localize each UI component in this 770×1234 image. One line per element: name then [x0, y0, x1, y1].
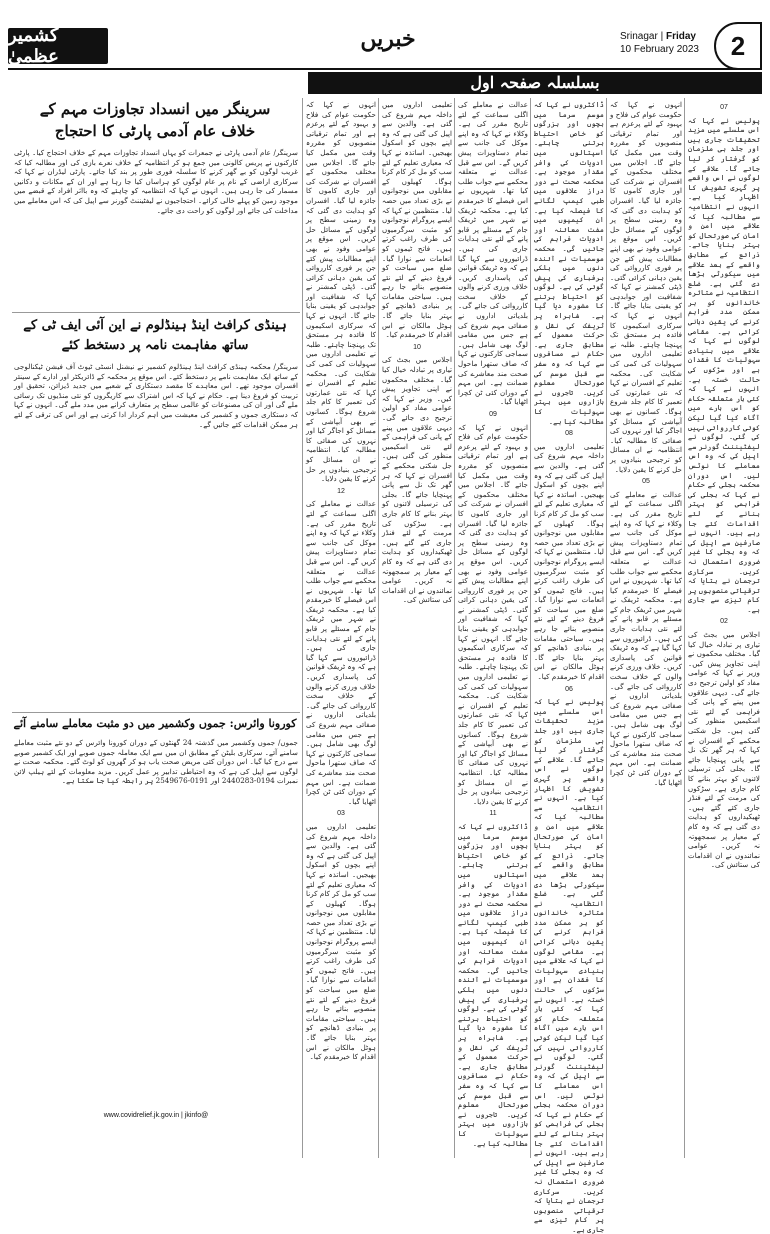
covid-links: www.covidrelief.jk.gov.in | jkinfo@	[103, 1112, 209, 1119]
newspaper-logo: کشمیر عظمیٰ	[8, 28, 108, 64]
item-number: 12	[337, 487, 345, 495]
column-text: تعلیمی اداروں میں داخلہ مہم شروع کی گئی ہے۔ والدین سے اپیل کی گئی ہے کہ وہ اپنے بچوں کو اسکول بھیجیں۔ اساتذہ نے کہا کہ معیاری تعلیم کے لئے سب کو مل کر کام کرنا ہوگا۔ کھیلوں کے مقابلوں میں نوجوانوں نے بڑی تعداد میں حصہ لیا۔ منتظمین نے کہا کہ ایسے پروگرام نوجوانوں کو مثبت سرگرمیوں کی طرف راغب کرتے ہیں۔ فاتح ٹیموں کو انعامات سے نوازا گیا۔ ضلع میں سیاحت کو فروغ دینے کے لئے نئے منصوبے بنائے جا رہے ہیں۔ سیاحتی مقامات پر بنیادی ڈھانچے کو بہتر بنایا جائے گا۔ ہوٹل مالکان نے اس اقدام کا خیرمقدم کیا۔	[534, 441, 604, 682]
date: 10 February 2023	[620, 44, 699, 55]
item-number: 07	[720, 104, 728, 111]
column-text: پولیس نے کہا کہ اس سلسلے میں مزید تحقیقات جاری ہیں اور جلد ہی ملزمان کو گرفتار کر لیا جائے گا۔ علاقے کے لوگوں نے اس واقعے پر گہری تشویش کا اظہار کیا ہے۔ انہوں نے انتظامیہ سے مطالبہ کیا کہ علاقے میں امن و امان کی صورتحال کو بہتر بنایا جائے۔ ذرائع کے مطابق واقعے کے بعد علاقے میں سیکورٹی بڑھا دی گئی ہے۔ ضلع انتظامیہ نے متاثرہ خاندانوں کو ہر ممکن مدد فراہم کرنے کی یقین دہانی کرائی ہے۔ مقامی لوگوں نے کہا کہ علاقے میں بنیادی سہولیات کا فقدان ہے اور سڑکوں کی حالت خستہ ہے۔ انہوں نے کہا کہ کئی بار متعلقہ حکام کو اس بارے میں آگاہ کیا گیا لیکن کوئی کارروائی نہیں کی گئی۔ لوگوں نے لیفٹیننٹ گورنر سے اپیل کی کہ وہ اس معاملے کا نوٹس لیں۔ اس دوران محکمہ بجلی کے حکام نے کہا کہ بجلی کی فراہمی کو بہتر بنانے کے لئے اقدامات کئے جا رہے ہیں۔ انہوں نے صارفین سے اپیل کی کہ وہ بجلی کا غیر ضروری استعمال نہ کریں۔ سرکاری ترجمان نے بتایا کہ ترقیاتی منصوبوں پر کام تیزی سے جاری ہے۔	[688, 115, 760, 614]
column-text: عدالت نے معاملے کی اگلی سماعت کے لئے تاریخ مقرر کی ہے۔ وکلاء نے کہا کہ وہ اپنے موکل کی جانب سے تمام دستاویزات پیش کریں گے۔ اس سے قبل عدالت نے متعلقہ محکمے سے جواب طلب کیا تھا۔ شہریوں نے اس فیصلے کا خیرمقدم کیا ہے۔ محکمہ ٹریفک نے شہر میں ٹریفک جام کے مسئلے پر قابو پانے کے لئے نئی ہدایات جاری کی ہیں۔ ڈرائیوروں سے کہا گیا ہے کہ وہ ٹریفک قوانین کی پاسداری کریں۔ خلاف ورزی کرنے والوں کے خلاف سخت کارروائی کی جائے گی۔ بلدیاتی اداروں نے صفائی مہم شروع کی ہے جس میں مقامی لوگ بھی شامل ہیں۔ سماجی کارکنوں نے کہا کہ صاف ستھرا ماحول صحت مند معاشرے کی ضمانت ہے۔ اس مہم کے دوران کئی ٹن کچرا اٹھایا گیا۔	[458, 100, 528, 407]
protest-headline	[12, 98, 298, 142]
mou-headline	[12, 316, 298, 356]
item-number: 05	[642, 478, 650, 486]
column-rule	[302, 98, 303, 1158]
mou-headline-line-2: ساتھ مفاہمت نامہ پر دستخط کئے	[61, 338, 249, 353]
column-text: عدالت نے معاملے کی اگلی سماعت کے لئے تاریخ مقرر کی ہے۔ وکلاء نے کہا کہ وہ اپنے موکل کی جانب سے تمام دستاویزات پیش کریں گے۔ اس سے قبل عدالت نے متعلقہ محکمے سے جواب طلب کیا تھا۔ شہریوں نے اس فیصلے کا خیرمقدم کیا ہے۔ محکمہ ٹریفک نے شہر میں ٹریفک جام کے مسئلے پر قابو پانے کے لئے نئی ہدایات جاری کی ہیں۔ ڈرائیوروں سے کہا گیا ہے کہ وہ ٹریفک قوانین کی پاسداری کریں۔ خلاف ورزی کرنے والوں کے خلاف سخت کارروائی کی جائے گی۔ بلدیاتی اداروں نے صفائی مہم شروع کی ہے جس میں مقامی لوگ بھی شامل ہیں۔ سماجی کارکنوں نے کہا کہ صاف ستھرا ماحول صحت مند معاشرے کی ضمانت ہے۔ اس مہم کے دوران کئی ٹن کچرا اٹھایا گیا۔	[610, 489, 682, 787]
text-column-2	[610, 100, 682, 1150]
item-number: 02	[720, 618, 728, 626]
column-text: انہوں نے کہا کہ حکومت عوام کی فلاح و بہبود کے لئے پرعزم ہے اور تمام ترقیاتی منصوبوں کو مقررہ وقت میں مکمل کیا جائے گا۔ اجلاس میں مختلف محکموں کے افسران نے شرکت کی اور جاری کاموں کا جائزہ لیا گیا۔ افسران کو ہدایت دی گئی کہ وہ زمینی سطح پر لوگوں کے مسائل حل کریں۔ اس موقع پر عوامی وفود نے بھی اپنے مطالبات پیش کئے جن پر فوری کارروائی کی یقین دہانی کرائی گئی۔ ڈپٹی کمشنر نے کہا کہ شفافیت اور جوابدہی کو یقینی بنایا جائے گا۔ انہوں نے کہا کہ سرکاری اسکیموں کا فائدہ ہر مستحق تک پہنچنا چاہئے۔ طلبہ نے تعلیمی اداروں میں سہولیات کی کمی کی شکایت کی۔ محکمہ تعلیم کے افسران نے کہا کہ نئی عمارتوں کی تعمیر کا کام جلد شروع ہوگا۔ کسانوں نے بھی آبپاشی کے مسائل کو اجاگر کیا اور نہروں کی صفائی کا مطالبہ کیا۔ انتظامیہ نے ان مسائل کو ترجیحی بنیادوں پر حل کرنے کا یقین دلایا۔	[610, 100, 682, 474]
column-text: پولیس نے کہا کہ اس سلسلے میں مزید تحقیقات جاری ہیں اور جلد ہی ملزمان کو گرفتار کر لیا جائے گا۔ علاقے کے لوگوں نے اس واقعے پر گہری تشویش کا اظہار کیا ہے۔ انہوں نے انتظامیہ سے مطالبہ کیا کہ علاقے میں امن و امان کی صورتحال کو بہتر بنایا جائے۔ ذرائع کے مطابق واقعے کے بعد علاقے میں سیکورٹی بڑھا دی گئی ہے۔ ضلع انتظامیہ نے متاثرہ خاندانوں کو ہر ممکن مدد فراہم کرنے کی یقین دہانی کرائی ہے۔ مقامی لوگوں نے کہا کہ علاقے میں بنیادی سہولیات کا فقدان ہے اور سڑکوں کی حالت خستہ ہے۔ انہوں نے کہا کہ کئی بار متعلقہ حکام کو اس بارے میں آگاہ کیا گیا لیکن کوئی کارروائی نہیں کی گئی۔ لوگوں نے لیفٹیننٹ گورنر سے اپیل کی کہ وہ اس معاملے کا نوٹس لیں۔ اس دوران محکمہ بجلی کے حکام نے کہا کہ بجلی کی فراہمی کو بہتر بنانے کے لئے اقدامات کئے جا رہے ہیں۔ انہوں نے صارفین سے اپیل کی کہ وہ بجلی کا غیر ضروری استعمال نہ کریں۔ سرکاری ترجمان نے بتایا کہ ترقیاتی منصوبوں پر کام تیزی سے جاری ہے۔	[534, 697, 604, 1234]
text-column-5	[382, 100, 452, 1150]
column-text: عدالت نے معاملے کی اگلی سماعت کے لئے تاریخ مقرر کی ہے۔ وکلاء نے کہا کہ وہ اپنے موکل کی جانب سے تمام دستاویزات پیش کریں گے۔ اس سے قبل عدالت نے متعلقہ محکمے سے جواب طلب کیا تھا۔ شہریوں نے اس فیصلے کا خیرمقدم کیا ہے۔ محکمہ ٹریفک نے شہر میں ٹریفک جام کے مسئلے پر قابو پانے کے لئے نئی ہدایات جاری کی ہیں۔ ڈرائیوروں سے کہا گیا ہے کہ وہ ٹریفک قوانین کی پاسداری کریں۔ خلاف ورزی کرنے والوں کے خلاف سخت کارروائی کی جائے گی۔ بلدیاتی اداروں نے صفائی مہم شروع کی ہے جس میں مقامی لوگ بھی شامل ہیں۔ سماجی کارکنوں نے کہا کہ صاف ستھرا ماحول صحت مند معاشرے کی ضمانت ہے۔ اس مہم کے دوران کئی ٹن کچرا اٹھایا گیا۔	[306, 499, 376, 806]
protest-headline-line-1: سرینگر میں انسداد تجاوزات مہم کے	[39, 100, 271, 118]
column-text: انہوں نے کہا کہ حکومت عوام کی فلاح و بہبود کے لئے پرعزم ہے اور تمام ترقیاتی منصوبوں کو مقررہ وقت میں مکمل کیا جائے گا۔ اجلاس میں مختلف محکموں کے افسران نے شرکت کی اور جاری کاموں کا جائزہ لیا گیا۔ افسران کو ہدایت دی گئی کہ وہ زمینی سطح پر لوگوں کے مسائل حل کریں۔ اس موقع پر عوامی وفود نے بھی اپنے مطالبات پیش کئے جن پر فوری کارروائی کی یقین دہانی کرائی گئی۔ ڈپٹی کمشنر نے کہا کہ شفافیت اور جوابدہی کو یقینی بنایا جائے گا۔ انہوں نے کہا کہ سرکاری اسکیموں کا فائدہ ہر مستحق تک پہنچنا چاہئے۔ طلبہ نے تعلیمی اداروں میں سہولیات کی کمی کی شکایت کی۔ محکمہ تعلیم کے افسران نے کہا کہ نئی عمارتوں کی تعمیر کا کام جلد شروع ہوگا۔ کسانوں نے بھی آبپاشی کے مسائل کو اجاگر کیا اور نہروں کی صفائی کا مطالبہ کیا۔ انتظامیہ نے ان مسائل کو ترجیحی بنیادوں پر حل کرنے کا یقین دلایا۔	[306, 100, 376, 484]
text-column-1	[688, 100, 760, 1150]
item-number: 06	[565, 685, 573, 693]
column-text: انہوں نے کہا کہ حکومت عوام کی فلاح و بہبود کے لئے پرعزم ہے اور تمام ترقیاتی منصوبوں کو مقررہ وقت میں مکمل کیا جائے گا۔ اجلاس میں مختلف محکموں کے افسران نے شرکت کی اور جاری کاموں کا جائزہ لیا گیا۔ افسران کو ہدایت دی گئی کہ وہ زمینی سطح پر لوگوں کے مسائل حل کریں۔ اس موقع پر عوامی وفود نے بھی اپنے مطالبات پیش کئے جن پر فوری کارروائی کی یقین دہانی کرائی گئی۔ ڈپٹی کمشنر نے کہا کہ شفافیت اور جوابدہی کو یقینی بنایا جائے گا۔ انہوں نے کہا کہ سرکاری اسکیموں کا فائدہ ہر مستحق تک پہنچنا چاہئے۔ طلبہ نے تعلیمی اداروں میں سہولیات کی کمی کی شکایت کی۔ محکمہ تعلیم کے افسران نے کہا کہ نئی عمارتوں کی تعمیر کا کام جلد شروع ہوگا۔ کسانوں نے بھی آبپاشی کے مسائل کو اجاگر کیا اور نہروں کی صفائی کا مطالبہ کیا۔ انتظامیہ نے ان مسائل کو ترجیحی بنیادوں پر حل کرنے کا یقین دلایا۔	[458, 422, 528, 806]
divider	[12, 712, 300, 713]
column-text: تعلیمی اداروں میں داخلہ مہم شروع کی گئی ہے۔ والدین سے اپیل کی گئی ہے کہ وہ اپنے بچوں کو اسکول بھیجیں۔ اساتذہ نے کہا کہ معیاری تعلیم کے لئے سب کو مل کر کام کرنا ہوگا۔ کھیلوں کے مقابلوں میں نوجوانوں نے بڑی تعداد میں حصہ لیا۔ منتظمین نے کہا کہ ایسے پروگرام نوجوانوں کو مثبت سرگرمیوں کی طرف راغب کرتے ہیں۔ فاتح ٹیموں کو انعامات سے نوازا گیا۔ ضلع میں سیاحت کو فروغ دینے کے لئے نئے منصوبے بنائے جا رہے ہیں۔ سیاحتی مقامات پر بنیادی ڈھانچے کو بہتر بنایا جائے گا۔ ہوٹل مالکان نے اس اقدام کا خیرمقدم کیا۔	[306, 821, 376, 1062]
protest-headline-line-2: خلاف عام آدمی پارٹی کا احتجاج	[54, 122, 256, 140]
item-number: 10	[413, 343, 421, 351]
text-column-4	[458, 100, 528, 1150]
item-number: 11	[489, 810, 497, 818]
covid-body: جموں/ جموں وکشمیر میں گذشتہ 24 گھنٹوں کے دوران کورونا وائرس کے دو نئے مثبت معاملے سامنے آئے۔ سرکاری بلیٹن کے مطابق ان میں سے ایک معاملہ جموں صوبے اور ایک کشمیر صوبے سے درج کیا گیا۔ اس دوران کئی مریض صحت یاب ہو کر گھروں کو لوٹ گئے۔ محکمہ صحت نے لوگوں سے اپیل کی ہے کہ وہ احتیاطی تدابیر پر عمل کریں۔ مزید معلومات کے لئے ہیلپ لائن نمبرات 0194-2440283 اور 0191-2549676 پر رابطہ کیا جا سکتا ہے۔	[14, 738, 298, 786]
column-rule	[606, 98, 607, 1158]
item-number: 03	[337, 810, 345, 818]
dateline: Srinagar | Friday 10 February 2023	[620, 31, 699, 55]
column-rule	[454, 98, 455, 1158]
column-rule	[530, 98, 531, 1158]
day: Friday	[665, 31, 696, 42]
column-rule	[684, 98, 685, 1158]
continuation-banner: بسلسلہ صفحہ اول	[308, 72, 762, 94]
column-text: تعلیمی اداروں میں داخلہ مہم شروع کی گئی ہے۔ والدین سے اپیل کی گئی ہے کہ وہ اپنے بچوں کو اسکول بھیجیں۔ اساتذہ نے کہا کہ معیاری تعلیم کے لئے سب کو مل کر کام کرنا ہوگا۔ کھیلوں کے مقابلوں میں نوجوانوں نے بڑی تعداد میں حصہ لیا۔ منتظمین نے کہا کہ ایسے پروگرام نوجوانوں کو مثبت سرگرمیوں کی طرف راغب کرتے ہیں۔ فاتح ٹیموں کو انعامات سے نوازا گیا۔ ضلع میں سیاحت کو فروغ دینے کے لئے نئے منصوبے بنائے جا رہے ہیں۔ سیاحتی مقامات پر بنیادی ڈھانچے کو بہتر بنایا جائے گا۔ ہوٹل مالکان نے اس اقدام کا خیرمقدم کیا۔	[382, 100, 452, 340]
column-text: اجلاس میں بجٹ کی تیاری پر تبادلہ خیال کیا گیا۔ مختلف محکموں نے اپنی تجاویز پیش کیں۔ وزیر نے کہا کہ عوامی مفاد کو اولین ترجیح دی جائے گی۔ دیہی علاقوں میں پینے کے پانی کی فراہمی کے لئے نئی اسکیمیں منظور کی گئی ہیں۔ جل شکتی محکمے کے افسران نے کہا کہ ہر گھر تک نل سے پانی پہنچایا جائے گا۔ بجلی کی ترسیلی لائنوں کو بہتر بنانے کا کام جاری ہے۔ سڑکوں کی مرمت کے لئے فنڈز جاری کئے گئے ہیں۔ ٹھیکیداروں کو ہدایت دی گئی ہے کہ وہ کام کے معیار پر سمجھوتہ نہ کریں۔ عوامی نمائندوں نے ان اقدامات کی ستائش کی۔	[382, 355, 452, 605]
column-rule	[378, 98, 379, 1158]
text-column-3	[534, 100, 604, 1234]
masthead	[8, 22, 762, 70]
protest-body: سرینگر/ عام آدمی پارٹی نے جمعرات کو یہاں انسداد تجاوزات مہم کے خلاف احتجاج کیا۔ پارٹی کارکنوں نے پریس کالونی میں جمع ہو کر انتظامیہ کے خلاف نعرے بازی کی اور مطالبہ کیا کہ غریب لوگوں کو بے گھر کرنے کا سلسلہ فوری طور پر بند کیا جائے۔ پارٹی لیڈران نے کہا کہ سرکاری اراضی کے نام پر عام لوگوں کو ہراساں کیا جا رہا ہے اور ان کے مکانات و دکانیں مسمار کی جا رہی ہیں۔ انہوں نے کہا کہ انتظامیہ کو چاہئے کہ وہ بااثر افراد کے قبضے میں موجود زمین کو پہلے خالی کرائے۔ احتجاجیوں نے لیفٹیننٹ گورنر سے اپیل کی کہ اس معاملے میں مداخلت کی جائے اور لوگوں کو راحت دی جائے۔	[14, 148, 298, 215]
covid-headline: کورونا وائرس: جموں وکشمیر میں دو مثبت معاملے سامنے آئے	[13, 717, 297, 730]
item-number: 09	[489, 411, 497, 418]
column-text: اجلاس میں بجٹ کی تیاری پر تبادلہ خیال کیا گیا۔ مختلف محکموں نے اپنی تجاویز پیش کیں۔ وزیر نے کہا کہ عوامی مفاد کو اولین ترجیح دی جائے گی۔ دیہی علاقوں میں پینے کے پانی کی فراہمی کے لئے نئی اسکیمیں منظور کی گئی ہیں۔ جل شکتی محکمے کے افسران نے کہا کہ ہر گھر تک نل سے پانی پہنچایا جائے گا۔ بجلی کی ترسیلی لائنوں کو بہتر بنانے کا کام جاری ہے۔ سڑکوں کی مرمت کے لئے فنڈز جاری کئے گئے ہیں۔ ٹھیکیداروں کو ہدایت دی گئی ہے کہ وہ کام کے معیار پر سمجھوتہ نہ کریں۔ عوامی نمائندوں نے ان اقدامات کی ستائش کی۔	[688, 630, 760, 870]
item-number: 08	[565, 430, 573, 438]
city: Srinagar	[620, 31, 658, 42]
column-text: ڈاکٹروں نے کہا کہ موسم سرما میں بچوں اور بزرگوں کو خاص احتیاط برتنی چاہئے۔ اسپتالوں میں ادویات کی وافر مقدار موجود ہے۔ محکمہ صحت نے دور دراز علاقوں میں طبی کیمپ لگانے کا فیصلہ کیا ہے۔ ان کیمپوں میں مفت معائنہ اور ادویات فراہم کی جائیں گی۔ محکمہ موسمیات نے آئندہ دنوں میں ہلکی برفباری کی پیش گوئی کی ہے۔ لوگوں کو احتیاط برتنے کا مشورہ دیا گیا ہے۔ شاہراہ پر ٹریفک کی نقل و حرکت معمول کے مطابق جاری ہے۔ حکام نے مسافروں سے کہا کہ وہ سفر سے قبل موسم کی صورتحال معلوم کریں۔ تاجروں نے بازاروں میں بہتر سہولیات کا مطالبہ کیا ہے۔	[534, 100, 604, 426]
mou-body: سرینگر/ محکمہ ہینڈی کرافٹ اینڈ ہینڈلوم کشمیر نے نیشنل انسٹی ٹیوٹ آف فیشن ٹیکنالوجی کے ساتھ ایک مفاہمت نامے پر دستخط کئے۔ اس موقع پر محکمہ کے ڈائریکٹر اور ادارے کے سینئر افسران موجود تھے۔ اس معاہدے کا مقصد دستکاری کے شعبے میں جدید ڈیزائن، تحقیق اور تربیت کو فروغ دینا ہے۔ حکام نے کہا کہ اس اشتراک سے کاریگروں کو نئی منڈیوں تک رسائی ملے گی اور ان کی مصنوعات کو عالمی سطح پر متعارف کرانے میں مدد ملے گی۔ انہوں نے کہا کہ دستکاری جموں و کشمیر کی معیشت میں اہم کردار ادا کرتی ہے اور اس کی ترقی کے لئے ہر ممکن اقدامات کئے جائیں گے۔	[14, 362, 298, 429]
divider	[12, 312, 300, 313]
mou-headline-line-1: ہینڈی کرافٹ اینڈ ہینڈلوم نے این آئی ایف ٹی کے	[23, 318, 287, 333]
page-number: 2	[714, 22, 762, 70]
column-text: ڈاکٹروں نے کہا کہ موسم سرما میں بچوں اور بزرگوں کو خاص احتیاط برتنی چاہئے۔ اسپتالوں میں ادویات کی وافر مقدار موجود ہے۔ محکمہ صحت نے دور دراز علاقوں میں طبی کیمپ لگانے کا فیصلہ کیا ہے۔ ان کیمپوں میں مفت معائنہ اور ادویات فراہم کی جائیں گی۔ محکمہ موسمیات نے آئندہ دنوں میں ہلکی برفباری کی پیش گوئی کی ہے۔ لوگوں کو احتیاط برتنے کا مشورہ دیا گیا ہے۔ شاہراہ پر ٹریفک کی نقل و حرکت معمول کے مطابق جاری ہے۔ حکام نے مسافروں سے کہا کہ وہ سفر سے قبل موسم کی صورتحال معلوم کریں۔ تاجروں نے بازاروں میں بہتر سہولیات کا مطالبہ کیا ہے۔	[458, 821, 528, 1148]
text-column-6	[306, 100, 376, 1150]
section-title: خبریں	[360, 26, 416, 52]
